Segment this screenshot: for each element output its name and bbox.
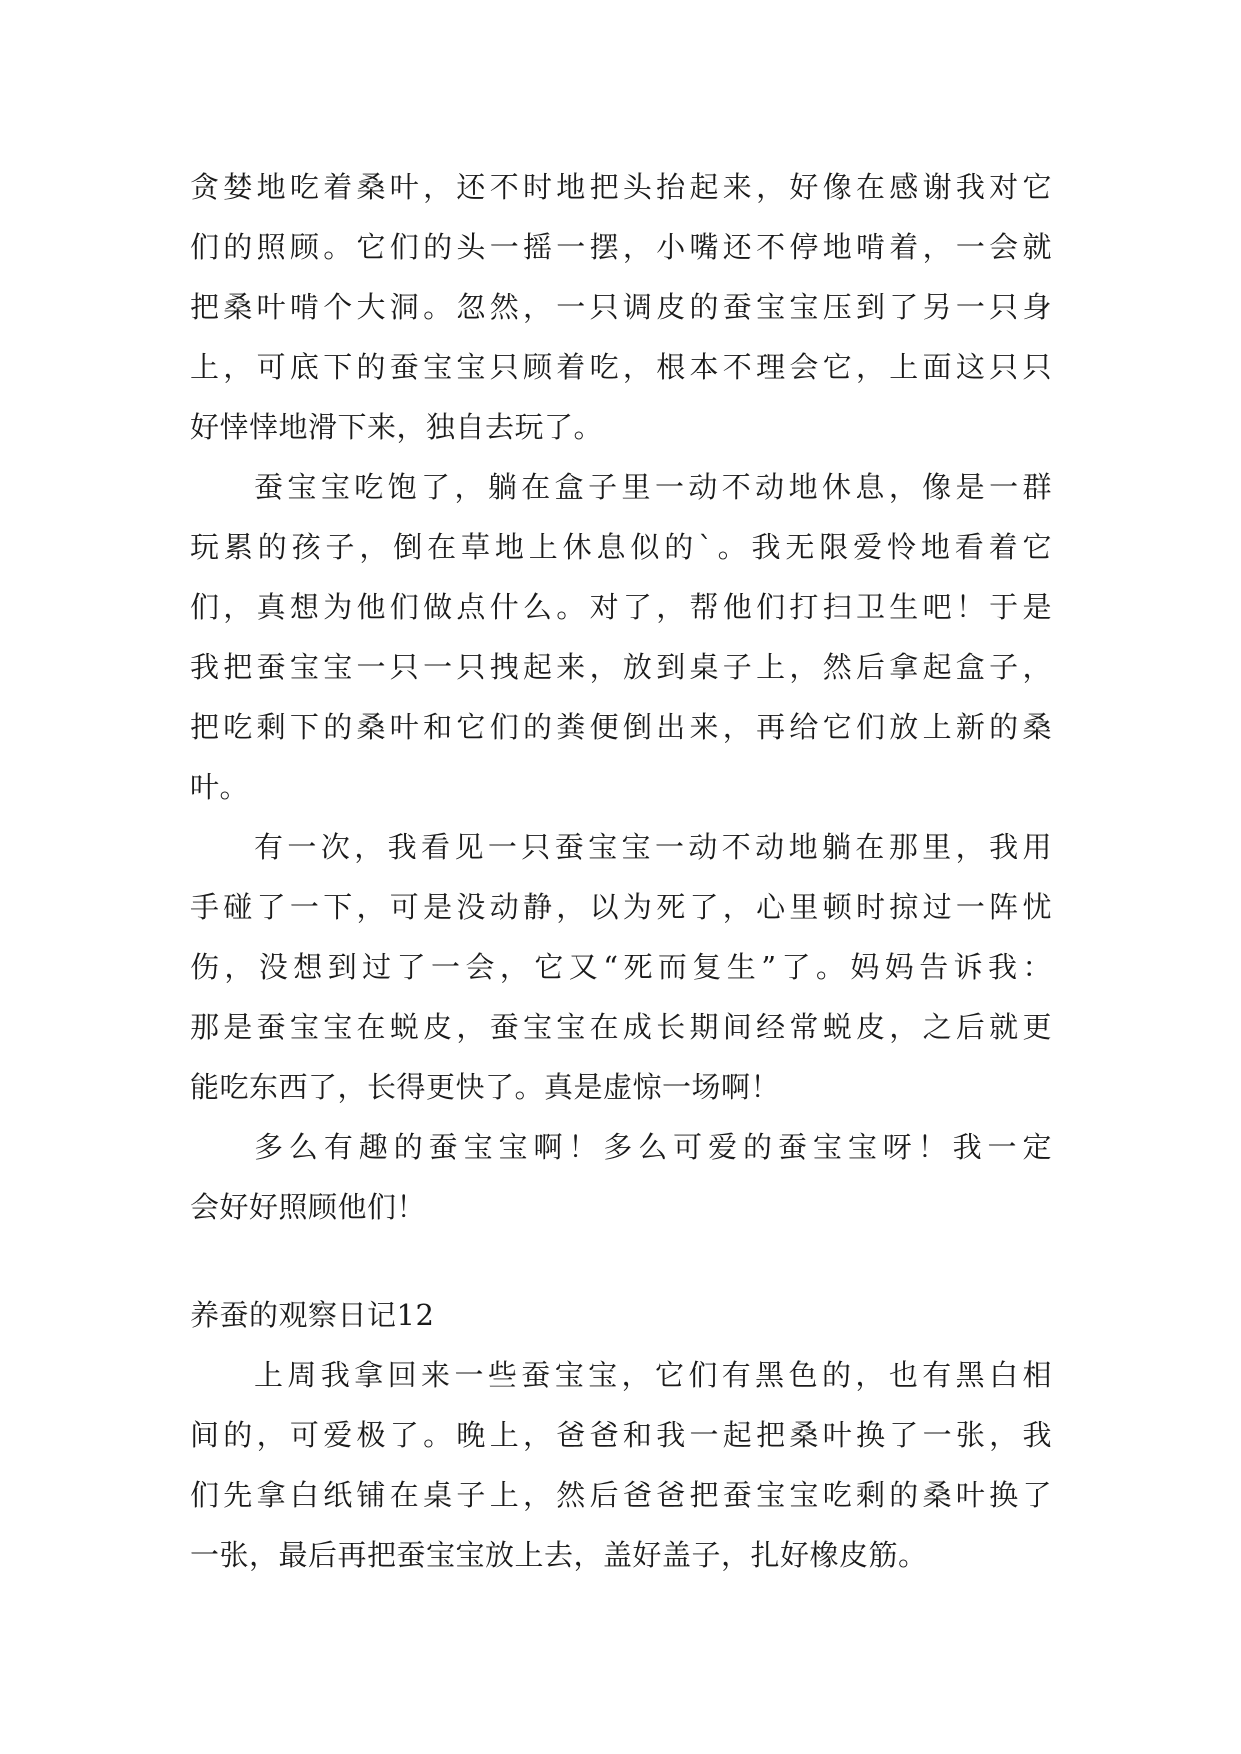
text-line: 叶。: [190, 770, 250, 804]
section-spacer: [190, 1237, 1052, 1285]
paragraph-4: [190, 1117, 1052, 1237]
text-line: 上，可底下的蚕宝宝只顾着吃，根本不理会它，上面这只只: [190, 350, 1052, 384]
paragraph-3: [190, 817, 1052, 1117]
section-paragraph-1: [190, 1345, 1052, 1585]
text-line: 有一次，我看见一只蚕宝宝一动不动地躺在那里，我用: [254, 830, 1052, 864]
section-title: 养蚕的观察日记12: [190, 1298, 435, 1332]
text-line: 间的，可爱极了。晚上，爸爸和我一起把桑叶换了一张，我: [190, 1418, 1052, 1452]
text-line: 们的照顾。它们的头一摇一摆，小嘴还不停地啃着，一会就: [190, 230, 1052, 264]
text-line: 把吃剩下的桑叶和它们的粪便倒出来，再给它们放上新的桑: [190, 710, 1052, 744]
text-line: 贪婪地吃着桑叶，还不时地把头抬起来，好像在感谢我对它: [190, 170, 1052, 204]
text-line: 蚕宝宝吃饱了，躺在盒子里一动不动地休息，像是一群: [254, 470, 1052, 504]
paragraph-2: [190, 457, 1052, 817]
text-line: 能吃东西了，长得更快了。真是虚惊一场啊！: [190, 1070, 781, 1104]
text-line: 我把蚕宝宝一只一只拽起来，放到桌子上，然后拿起盒子，: [190, 650, 1052, 684]
text-line: 多么有趣的蚕宝宝啊！多么可爱的蚕宝宝呀！我一定: [254, 1130, 1052, 1164]
text-line: 好悻悻地滑下来，独自去玩了。: [190, 410, 604, 444]
text-line: 会好好照顾他们！: [190, 1190, 427, 1224]
paragraph-1: [190, 157, 1052, 457]
text-line: 伤，没想到过了一会，它又“死而复生”了。妈妈告诉我：: [190, 950, 1052, 984]
text-line: 上周我拿回来一些蚕宝宝，它们有黑色的，也有黑白相: [254, 1358, 1052, 1392]
text-line: 一张，最后再把蚕宝宝放上去，盖好盖子，扎好橡皮筋。: [190, 1538, 928, 1572]
text-line: 玩累的孩子，倒在草地上休息似的`。我无限爱怜地看着它: [190, 530, 1052, 564]
text-line: 把桑叶啃个大洞。忽然，一只调皮的蚕宝宝压到了另一只身: [190, 290, 1052, 324]
text-line: 们先拿白纸铺在桌子上，然后爸爸把蚕宝宝吃剩的桑叶换了: [190, 1478, 1052, 1512]
text-line: 们，真想为他们做点什么。对了，帮他们打扫卫生吧！于是: [190, 590, 1052, 624]
document-body: [190, 157, 1052, 1585]
text-line: 那是蚕宝宝在蜕皮，蚕宝宝在成长期间经常蜕皮，之后就更: [190, 1010, 1052, 1044]
text-line: 手碰了一下，可是没动静，以为死了，心里顿时掠过一阵忧: [190, 890, 1052, 924]
